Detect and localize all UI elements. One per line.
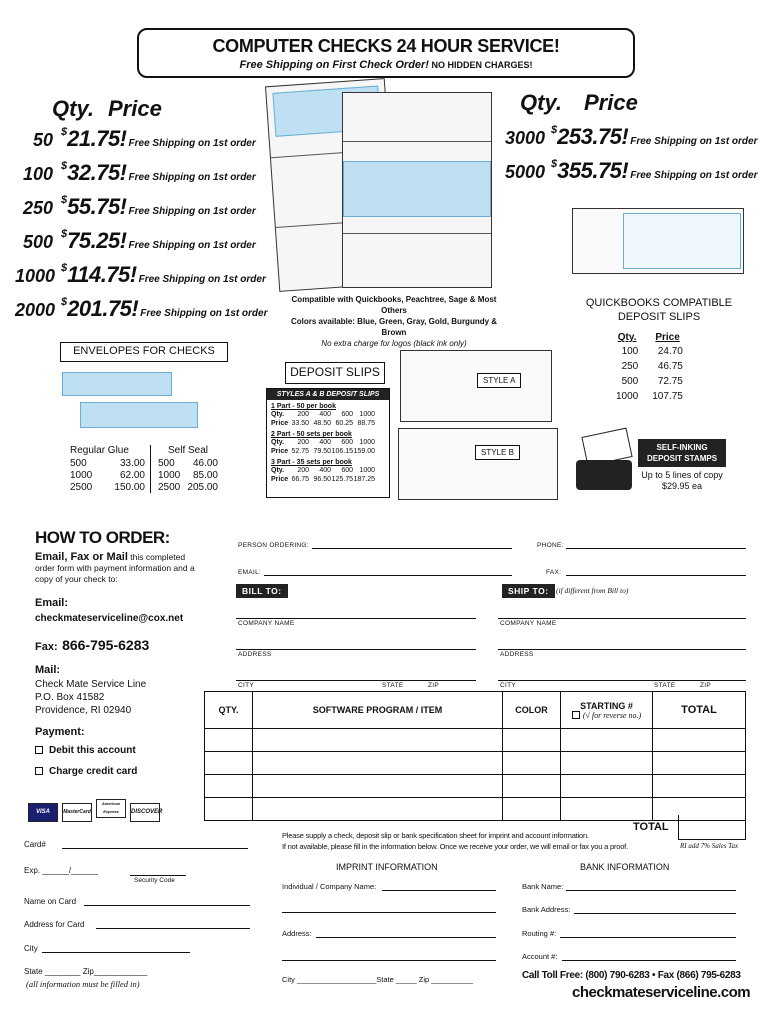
ship-to-label: SHIP TO:: [502, 584, 555, 598]
price-list-right: [505, 124, 758, 192]
payment-label: Payment:: [35, 726, 85, 738]
qty-heading-left: Qty.: [52, 96, 94, 121]
style-b-label: STYLE B: [475, 445, 520, 460]
person-ordering-field[interactable]: [312, 548, 512, 549]
ship-address-field[interactable]: [498, 649, 746, 650]
price-row: 2000 $201.75! Free Shipping on 1st order: [15, 296, 268, 321]
visa-logo: VISA: [28, 803, 58, 822]
bill-city-field[interactable]: [236, 680, 476, 681]
qty-heading-right: Qty.: [520, 90, 562, 115]
name-on-card-label: Name on Card: [24, 897, 77, 906]
discover-logo: DISCOVER: [130, 803, 160, 822]
state-zip-field[interactable]: State ________ Zip____________: [24, 967, 148, 976]
exp-field[interactable]: Exp. ______/______: [24, 866, 98, 875]
imprint-line-field[interactable]: [282, 912, 496, 913]
bill-city-label: CITY: [238, 682, 255, 689]
account-label: Account #:: [522, 952, 558, 961]
phone-field[interactable]: [566, 548, 746, 549]
bill-company-label: COMPANY NAME: [238, 620, 295, 627]
style-a-slip-image: [400, 350, 552, 422]
imprint-address-label: Address:: [282, 929, 312, 938]
table-row: 1000 107.75: [616, 391, 683, 402]
mail-label: Mail:: [35, 664, 61, 676]
envelopes-regular: Regular Glue 500 33.00 1000 62.00 2500 150.00: [70, 445, 145, 493]
page-title: COMPUTER CHECKS 24 HOUR SERVICE!: [212, 36, 560, 56]
ship-address-label: ADDRESS: [500, 651, 534, 658]
bill-state-label: STATE: [382, 682, 404, 689]
email-label: Email:: [35, 597, 69, 609]
ship-state-label: STATE: [654, 682, 676, 689]
how-to-order-lead: Email, Fax or Mail this completed order form with payment information and a copy of your check to:: [35, 551, 195, 584]
amex-logo: American Express: [96, 799, 126, 818]
ship-zip-label: ZIP: [700, 682, 712, 689]
imprint-title: IMPRINT INFORMATION: [336, 862, 438, 872]
ship-to-note: (if different from Bill to): [556, 586, 629, 595]
city-field[interactable]: [42, 952, 190, 953]
col-total: TOTAL: [653, 692, 746, 729]
bill-address-field[interactable]: [236, 649, 476, 650]
deposit-price-table: STYLES A & B DEPOSIT SLIPS 1 Part - 50 per book Qty. 200 400 600 1000 Price 33.50 48.50 60.25 88.75 2 Part - 50 sets per book Qty. 200 400 600 1000 Price 52.75 79.50 106.15 159.00 3 Part - 35 sets per book Qty. 200 400 600 1000 Price 66.75 96.50 125.75 187.25: [266, 388, 390, 498]
routing-label: Routing #:: [522, 929, 557, 938]
col-software: SOFTWARE PROGRAM / ITEM: [253, 692, 503, 729]
quickbooks-title: QUICKBOOKS COMPATIBLE DEPOSIT SLIPS: [585, 297, 733, 323]
ship-city-label: CITY: [500, 682, 517, 689]
address-for-card-field[interactable]: [96, 928, 250, 929]
fax-field[interactable]: [566, 575, 746, 576]
price-row: 5000 $355.75! Free Shipping on 1st order: [505, 158, 758, 183]
bank-name-label: Bank Name:: [522, 882, 564, 891]
debit-option[interactable]: Debit this account: [35, 745, 136, 756]
deposit-slips-title: DEPOSIT SLIPS: [285, 362, 385, 384]
email-field[interactable]: [264, 575, 512, 576]
credit-checkbox[interactable]: [35, 767, 43, 775]
stamps-title: SELF-INKING DEPOSIT STAMPS: [638, 439, 726, 467]
table-row[interactable]: [205, 729, 746, 752]
envelope-image: [80, 402, 198, 428]
table-row[interactable]: [205, 752, 746, 775]
table-row: 100 24.70: [621, 346, 683, 357]
imprint-address-field[interactable]: [316, 937, 496, 938]
supply-note: Please supply a check, deposit slip or bank specification sheet for imprint and account information. If not available, please fill in the information below. Once we receive your order, we will email or fax you a proof.: [282, 831, 628, 851]
col-starting: STARTING # (√ for reverse no.): [561, 692, 653, 729]
email-field-label: EMAIL:: [238, 569, 262, 576]
website-link[interactable]: checkmateserviceline.com: [572, 984, 751, 1001]
fill-in-note: (all information must be filled in): [26, 979, 140, 989]
price-heading-left: Price: [108, 96, 162, 121]
table-row: 250 46.75: [621, 361, 683, 372]
quickbooks-price-table: Qty. Price 100 24.70 250 46.75 500 72.75 1000 107.75: [608, 330, 691, 405]
imprint-name-label: Individual / Company Name:: [282, 882, 377, 891]
price-row: 250 $55.75! Free Shipping on 1st order: [22, 194, 256, 219]
price-row: 50 $21.75! Free Shipping on 1st order: [32, 126, 256, 151]
quickbooks-slip-image: [572, 208, 744, 274]
city-label: City: [24, 944, 38, 953]
envelopes-title: ENVELOPES FOR CHECKS: [60, 342, 228, 362]
page-subtitle: Free Shipping on First Check Order! NO HIDDEN CHARGES!: [239, 59, 533, 71]
bill-to-label: BILL TO:: [236, 584, 288, 598]
ship-city-field[interactable]: [498, 680, 746, 681]
total-footer-label: TOTAL: [633, 821, 669, 833]
compatibility-note: Compatible with Quickbooks, Peachtree, Sage & Most Others Colors available: Blue, Green, Gray, Gold, Burgundy & Brown No extra charge for logos (black ink only): [290, 295, 498, 348]
imprint-city-line[interactable]: City ___________________State _____ Zip __________: [282, 975, 474, 984]
price-heading-right: Price: [584, 90, 638, 115]
col-color: COLOR: [503, 692, 561, 729]
ship-company-label: COMPANY NAME: [500, 620, 557, 627]
routing-field[interactable]: [560, 937, 736, 938]
table-row[interactable]: [205, 798, 746, 821]
price-row: 1000 $114.75! Free Shipping on 1st order: [15, 262, 266, 287]
col-qty: QTY.: [205, 692, 253, 729]
bill-zip-label: ZIP: [428, 682, 440, 689]
credit-option[interactable]: Charge credit card: [35, 766, 137, 777]
imprint-address2-field[interactable]: [282, 960, 496, 961]
imprint-name-field[interactable]: [382, 890, 496, 891]
bank-address-field[interactable]: [574, 913, 736, 914]
header-banner: [137, 28, 635, 78]
check-image-front: [342, 92, 492, 288]
envelope-image: [62, 372, 172, 396]
debit-checkbox[interactable]: [35, 746, 43, 754]
style-b-slip-image: [398, 428, 558, 500]
price-row: 500 $75.25! Free Shipping on 1st order: [22, 228, 256, 253]
envelopes-self-seal: Self Seal 500 46.00 1000 85.00 2500 205.00: [158, 445, 218, 493]
security-code-label: Security Code: [134, 877, 175, 884]
ship-company-field[interactable]: [498, 618, 746, 619]
phone-label: PHONE:: [537, 542, 564, 549]
table-row: 500 72.75: [621, 376, 683, 387]
mastercard-logo: MasterCard: [62, 803, 92, 822]
security-code-field[interactable]: [130, 875, 186, 876]
price-row: 100 $32.75! Free Shipping on 1st order: [22, 160, 256, 185]
fax-block: Fax: 866-795-6283: [35, 637, 150, 653]
account-field[interactable]: [562, 960, 736, 961]
total-field[interactable]: [678, 815, 746, 840]
style-a-label: STYLE A: [477, 373, 521, 388]
name-on-card-field[interactable]: [84, 905, 250, 906]
bill-company-field[interactable]: [236, 618, 476, 619]
bank-address-label: Bank Address:: [522, 905, 571, 914]
bank-title: BANK INFORMATION: [580, 862, 670, 872]
table-row[interactable]: [205, 775, 746, 798]
address-for-card-label: Address for Card: [24, 920, 85, 929]
card-number-label: Card#: [24, 840, 46, 849]
bill-address-label: ADDRESS: [238, 651, 272, 658]
email-address[interactable]: checkmateserviceline@cox.net: [35, 613, 184, 624]
ri-tax-note: RI add 7% Sales Tax: [680, 842, 739, 850]
stamp-image: [572, 432, 632, 494]
person-ordering-label: PERSON ORDERING:: [238, 542, 309, 549]
card-number-field[interactable]: [62, 848, 248, 849]
stamps-description: Up to 5 lines of copy $29.95 ea: [641, 470, 723, 491]
mail-address: Check Mate Service Line P.O. Box 41582 Providence, RI 02940: [35, 679, 147, 716]
credit-card-logos: [28, 799, 164, 822]
order-table: [204, 691, 746, 821]
price-list-left: [15, 126, 268, 330]
divider: [150, 445, 151, 493]
how-to-order-title: HOW TO ORDER:: [35, 528, 170, 547]
fax-field-label: FAX:: [546, 569, 562, 576]
price-row: 3000 $253.75! Free Shipping on 1st order: [505, 124, 758, 149]
bank-name-field[interactable]: [566, 890, 736, 891]
toll-free-line: Call Toll Free: (800) 790-6283 • Fax (866) 795-6283: [522, 970, 741, 981]
